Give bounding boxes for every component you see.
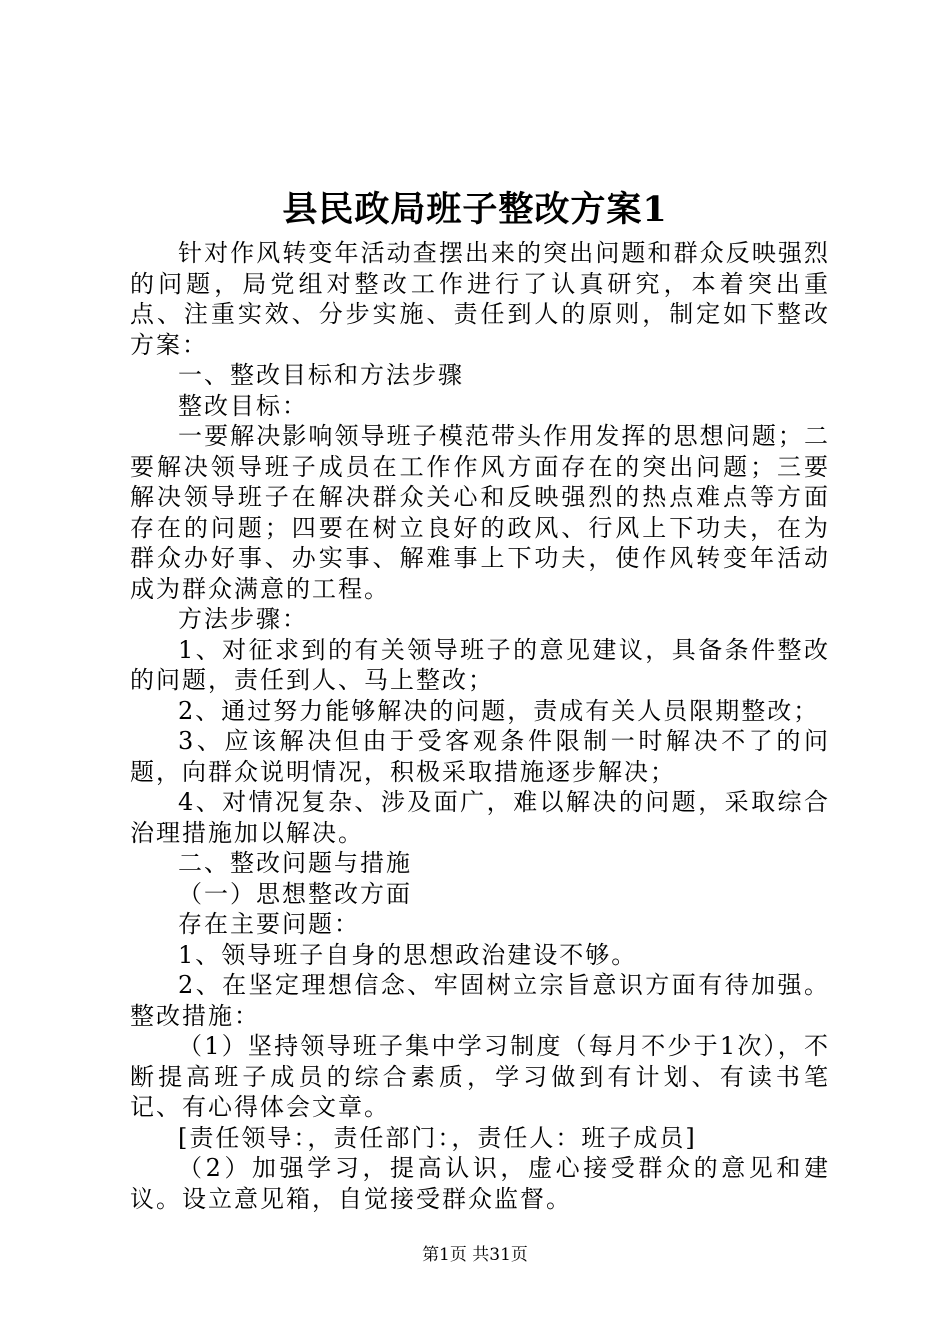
subheading: 方法步骤： <box>178 605 308 633</box>
page-number: 第1页 共31页 <box>422 1245 528 1265</box>
subheading: 整改目标： <box>178 391 308 420</box>
paragraph: 针对作风转变年活动查摆出来的突出问题和群众反映强烈的问题，局党组对整改工作进行了认真研究，本着突出重点、注重实效、分步实施、责任到人的原则，制定如下整改方案： <box>130 239 830 359</box>
subheading: 存在主要问题： <box>178 910 360 938</box>
list-item: 2、在坚定理想信念、牢固树立宗旨意识方面有待加强。整改措施： <box>130 971 830 1030</box>
list-item: 1、领导班子自身的思想政治建设不够。 <box>178 940 638 969</box>
document-body <box>130 238 830 1214</box>
section-heading: 一、整改目标和方法步骤 <box>178 361 464 389</box>
list-item: 2、通过努力能够解决的问题，责成有关人员限期整改； <box>178 696 820 725</box>
responsibility-note: [责任领导：，责任部门：，责任人：班子成员] <box>178 1123 697 1152</box>
paragraph: 一要解决影响领导班子模范带头作用发挥的思想问题；二要解决领导班子成员在工作作风方面存在的突出问题；三要解决领导班子在解决群众关心和反映强烈的热点难点等方面存在的问题；四要在树立良好的政风、行风上下功夫，在为群众办好事、办实事、解难事上下功夫，使作风转变年活动成为群众满意的工程。 <box>130 422 830 603</box>
paragraph: （1）坚持领导班子集中学习制度（每月不少于1次），不断提高班子成员的综合素质，学习做到有计划、有读书笔记、有心得体会文章。 <box>130 1032 830 1121</box>
paragraph: （2）加强学习，提高认识，虚心接受群众的意见和建议。设立意见箱，自觉接受群众监督。 <box>130 1154 830 1213</box>
document-title: 县民政局班子整改方案1 <box>282 189 668 230</box>
list-item: 1、对征求到的有关领导班子的意见建议，具备条件整改的问题，责任到人、马上整改； <box>130 635 830 694</box>
list-item: 3、应该解决但由于受客观条件限制一时解决不了的问题，向群众说明情况，积极采取措施逐步解决； <box>130 727 830 786</box>
section-heading: 二、整改问题与措施 <box>178 849 412 877</box>
subheading: （一）思想整改方面 <box>178 879 412 908</box>
list-item: 4、对情况复杂、涉及面广，难以解决的问题，采取综合治理措施加以解决。 <box>130 788 830 847</box>
